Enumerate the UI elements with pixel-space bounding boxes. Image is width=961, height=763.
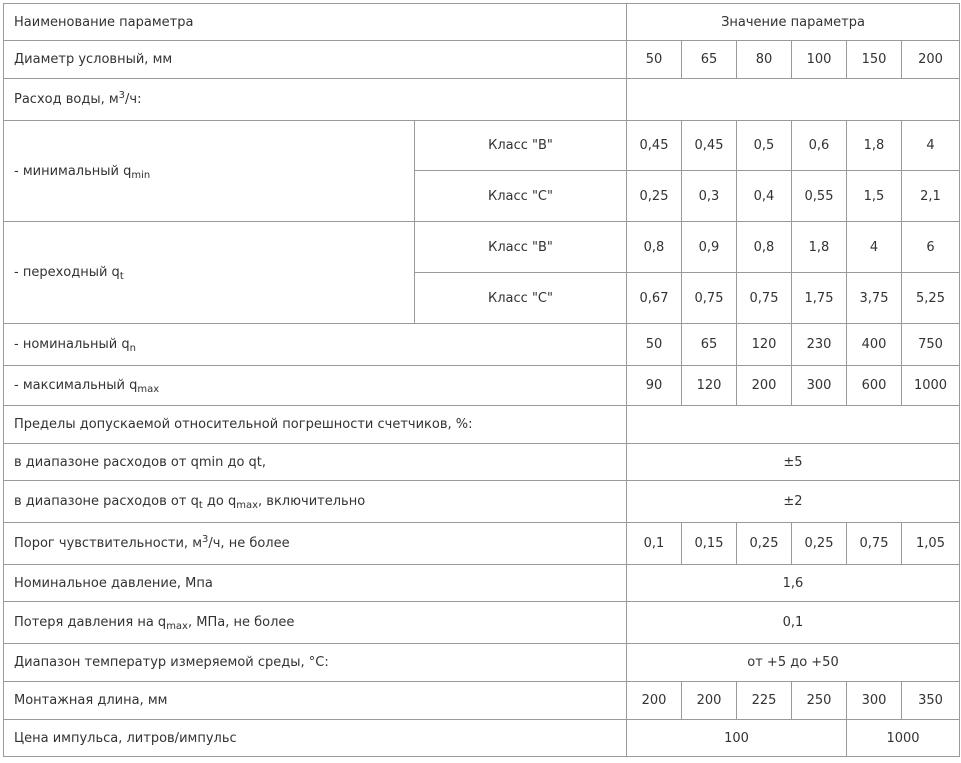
row-label-sensitivity: Порог чувствительности, $м^3/ч$, не более bbox=[4, 523, 627, 565]
class-b-label: Класс "B" bbox=[415, 222, 627, 273]
cell-value: 0,45 bbox=[627, 121, 682, 171]
cell-value: 1,05 bbox=[902, 523, 960, 565]
table-row bbox=[4, 682, 960, 720]
header-param-name: Наименование параметра bbox=[4, 4, 627, 41]
cell-value: 0,9 bbox=[682, 222, 737, 273]
cell-value: 1000 bbox=[847, 720, 960, 757]
table-row bbox=[4, 720, 960, 757]
cell-value: 400 bbox=[847, 324, 902, 366]
cell-value: 80 bbox=[737, 41, 792, 79]
empty-cell bbox=[627, 79, 960, 121]
cell-value: 65 bbox=[682, 41, 737, 79]
cell-value: 150 bbox=[847, 41, 902, 79]
row-label-temperature: Диапазон температур измеряемой среды, °С: bbox=[4, 644, 627, 682]
cell-value: 200 bbox=[627, 682, 682, 720]
cell-value: 600 bbox=[847, 366, 902, 406]
row-label-flow: Расход воды, $м^3/ч$: bbox=[4, 79, 627, 121]
cell-value: 1,6 bbox=[627, 565, 960, 602]
table-row bbox=[4, 444, 960, 481]
cell-value: 1,75 bbox=[792, 273, 847, 324]
row-label-pressure-loss: Потеря давления на $q_{max}$, МПа, не более bbox=[4, 602, 627, 644]
cell-value: 0,25 bbox=[792, 523, 847, 565]
cell-value: 350 bbox=[902, 682, 960, 720]
row-label-error-limits: Пределы допускаемой относительной погрешности счетчиков, %: bbox=[4, 406, 627, 444]
cell-value: 3,75 bbox=[847, 273, 902, 324]
row-label-range-qmin-qt: в диапазоне расходов от qmin до qt, bbox=[4, 444, 627, 481]
cell-value: 0,25 bbox=[627, 171, 682, 222]
cell-value: 0,75 bbox=[847, 523, 902, 565]
cell-value: 0,4 bbox=[737, 171, 792, 222]
cell-value: 200 bbox=[902, 41, 960, 79]
table-row bbox=[4, 41, 960, 79]
cell-value: 230 bbox=[792, 324, 847, 366]
cell-value: 50 bbox=[627, 324, 682, 366]
cell-value: 100 bbox=[627, 720, 847, 757]
cell-value: 4 bbox=[902, 121, 960, 171]
cell-value: 0,55 bbox=[792, 171, 847, 222]
row-label-max-flow: - максимальный $q_{max}$ bbox=[4, 366, 627, 406]
cell-value: 250 bbox=[792, 682, 847, 720]
row-label-diameter: Диаметр условный, мм bbox=[4, 41, 627, 79]
table-row bbox=[4, 366, 960, 406]
cell-value: 65 bbox=[682, 324, 737, 366]
cell-value: от +5 до +50 bbox=[627, 644, 960, 682]
cell-value: 1,5 bbox=[847, 171, 902, 222]
cell-value: 5,25 bbox=[902, 273, 960, 324]
cell-value: 200 bbox=[737, 366, 792, 406]
table-row bbox=[4, 523, 960, 565]
row-label-range-qt-qmax: в диапазоне расходов от $q_t$ до $q_{max}$, включительно bbox=[4, 481, 627, 523]
class-c-label: Класс "C" bbox=[415, 273, 627, 324]
cell-value: 0,3 bbox=[682, 171, 737, 222]
row-label-transition-flow: - переходный $q_t$ bbox=[4, 222, 415, 324]
cell-value: 300 bbox=[847, 682, 902, 720]
header-param-value: Значение параметра bbox=[627, 4, 960, 41]
cell-value: 1,8 bbox=[792, 222, 847, 273]
table-row bbox=[4, 644, 960, 682]
table-row bbox=[4, 222, 960, 273]
row-label-nominal-pressure: Номинальное давление, Мпа bbox=[4, 565, 627, 602]
cell-value: 0,67 bbox=[627, 273, 682, 324]
table-row bbox=[4, 406, 960, 444]
cell-value: 0,75 bbox=[682, 273, 737, 324]
cell-value: 0,75 bbox=[737, 273, 792, 324]
row-label-mount-length: Монтажная длина, мм bbox=[4, 682, 627, 720]
parameters-table bbox=[3, 3, 960, 757]
cell-value: 1,8 bbox=[847, 121, 902, 171]
table-row bbox=[4, 121, 960, 171]
cell-value: 0,1 bbox=[627, 602, 960, 644]
table-header-row bbox=[4, 4, 960, 41]
cell-value: 4 bbox=[847, 222, 902, 273]
cell-value: 0,6 bbox=[792, 121, 847, 171]
cell-value: 120 bbox=[682, 366, 737, 406]
cell-value: ±2 bbox=[627, 481, 960, 523]
cell-value: 6 bbox=[902, 222, 960, 273]
cell-value: 0,8 bbox=[627, 222, 682, 273]
cell-value: 200 bbox=[682, 682, 737, 720]
cell-value: ±5 bbox=[627, 444, 960, 481]
cell-value: 100 bbox=[792, 41, 847, 79]
table-row bbox=[4, 481, 960, 523]
cell-value: 0,8 bbox=[737, 222, 792, 273]
class-c-label: Класс "C" bbox=[415, 171, 627, 222]
cell-value: 0,5 bbox=[737, 121, 792, 171]
table-row bbox=[4, 565, 960, 602]
cell-value: 1000 bbox=[902, 366, 960, 406]
table-row bbox=[4, 324, 960, 366]
cell-value: 0,25 bbox=[737, 523, 792, 565]
empty-cell bbox=[627, 406, 960, 444]
cell-value: 225 bbox=[737, 682, 792, 720]
cell-value: 750 bbox=[902, 324, 960, 366]
row-label-min-flow: - минимальный $q_{min}$ bbox=[4, 121, 415, 222]
row-label-pulse-price: Цена импульса, литров/импульс bbox=[4, 720, 627, 757]
table-row bbox=[4, 602, 960, 644]
cell-value: 0,1 bbox=[627, 523, 682, 565]
cell-value: 50 bbox=[627, 41, 682, 79]
row-label-nominal-flow: - номинальный $q_n$ bbox=[4, 324, 627, 366]
class-b-label: Класс "B" bbox=[415, 121, 627, 171]
table-row bbox=[4, 79, 960, 121]
cell-value: 0,15 bbox=[682, 523, 737, 565]
cell-value: 2,1 bbox=[902, 171, 960, 222]
cell-value: 90 bbox=[627, 366, 682, 406]
cell-value: 300 bbox=[792, 366, 847, 406]
cell-value: 0,45 bbox=[682, 121, 737, 171]
cell-value: 120 bbox=[737, 324, 792, 366]
